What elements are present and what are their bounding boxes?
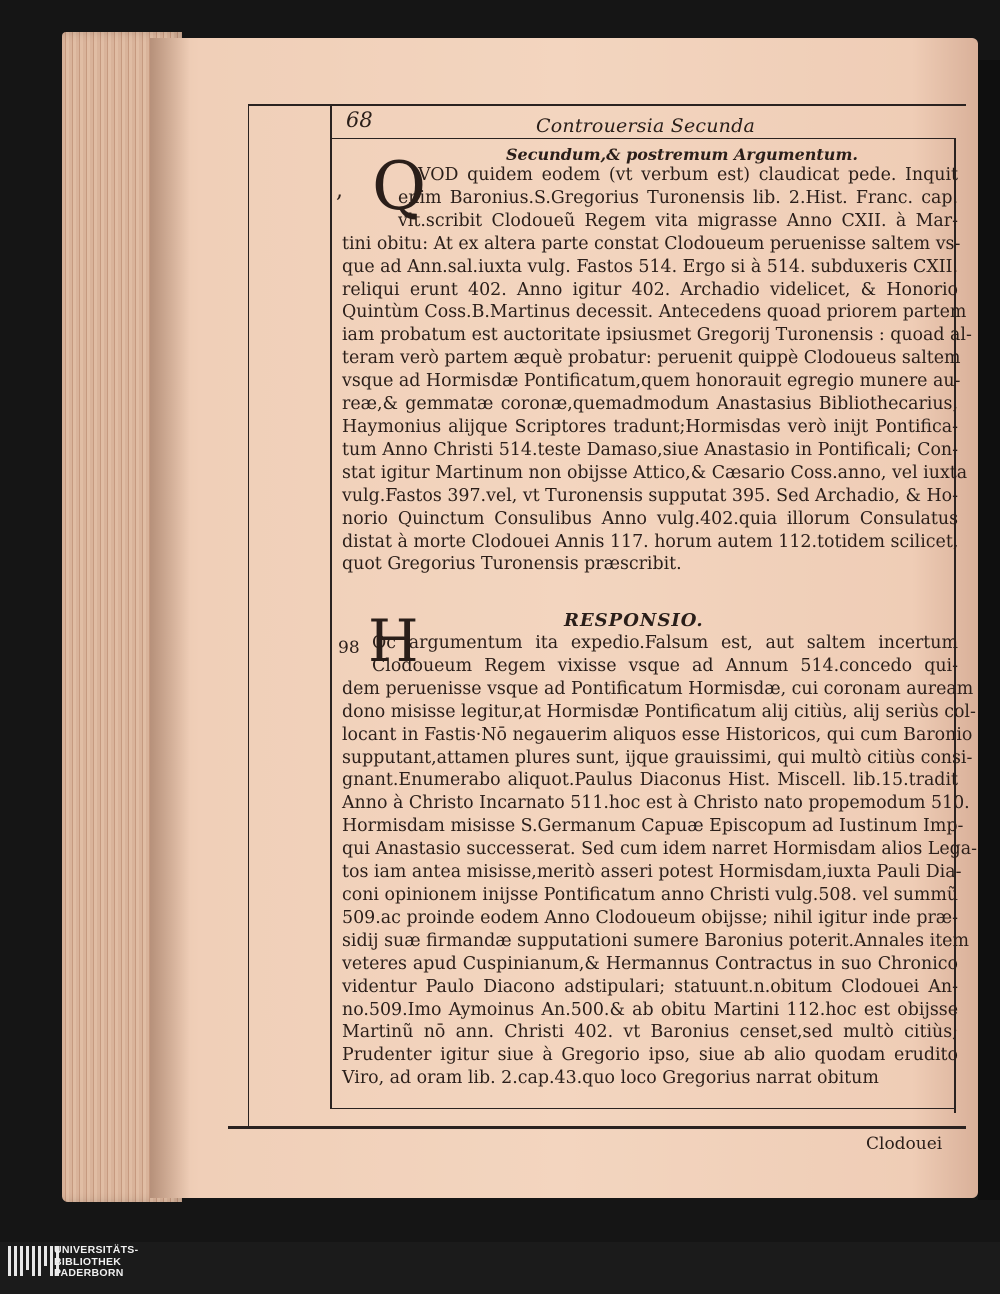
drop-cap-responsio: H — [368, 607, 419, 675]
text-line: Clodoueum Regem vixisse vsque ad Annum 514.concedo qui- — [372, 655, 958, 676]
text-line: supputant,attamen plures sunt, ijque grauissimi, qui multò citiùs consi- — [342, 747, 973, 768]
left-inner-rule — [330, 104, 332, 1108]
spine-shadow — [150, 38, 190, 1198]
text-line: qui Anastasio successerat. Sed cum idem narret Hormisdam alios Lega- — [342, 839, 977, 860]
text-line: reæ,& gemmatæ coronæ,quemadmodum Anastasius Bibliothecarius, — [342, 394, 958, 415]
text-line: reliqui erunt 402. Anno igitur 402. Archadio videlicet, & Honorio — [342, 279, 958, 300]
text-line: quot Gregorius Turonensis præscribit. — [342, 554, 682, 575]
logo-line: UNIVERSITÄTS- — [54, 1244, 139, 1256]
text-line: vlt.scribit Clodoueũ Regem vita migrasse Anno CXII. à Mar- — [398, 210, 958, 231]
library-logo-text — [54, 1245, 138, 1280]
section-title: Secundum,& postremum Argumentum. — [506, 145, 858, 164]
text-line: locant in Fastis·Nō negauerim aliquos esse Historicos, qui cum Baronio — [342, 724, 973, 745]
text-line: gnant.Enumerabo aliquot.Paulus Diaconus Hist. Miscell. lib.15.tradit — [342, 770, 958, 791]
drop-cap-argument: Q — [372, 148, 427, 225]
text-line: vulg.Fastos 397.vel, vt Turonensis supputat 395. Sed Archadio, & Ho- — [342, 485, 958, 506]
text-line: tum Anno Christi 514.teste Damaso,siue Anastasio in Pontificali; Con- — [342, 439, 958, 460]
text-line: Martinũ nō ann. Christi 402. vt Baronius censet,sed multò citiùs; — [342, 1022, 958, 1043]
dark-background-edge — [978, 60, 1000, 1200]
text-line: Haymonius alijque Scriptores tradunt;Hormisdas verò inijt Pontifica- — [342, 416, 958, 437]
text-line: norio Quinctum Consulibus Anno vulg.402.quia illorum Consulatus — [342, 508, 958, 529]
logo-line: BIBLIOTHEK — [54, 1255, 122, 1268]
header-rule — [330, 138, 954, 139]
text-line: dem peruenisse vsque ad Pontificatum Hormisdæ, cui coronam auream — [342, 678, 974, 699]
text-line: veteres apud Cuspinianum,& Hermannus Contractus in suo Chronico — [342, 953, 958, 974]
left-outer-rule — [248, 104, 249, 1128]
text-line: 509.ac proinde eodem Anno Clodoueum obijsse; nihil igitur inde præ- — [342, 907, 958, 928]
text-line: VOD quidem eodem (vt verbum est) claudicat pede. Inquit — [418, 165, 958, 185]
text-bottom-rule — [330, 1108, 954, 1109]
top-rule — [248, 104, 966, 106]
bottom-rule — [228, 1126, 966, 1129]
library-logo-icon — [8, 1246, 59, 1276]
text-line: Anno à Christo Incarnato 511.hoc est à Christo nato propemodum 510. — [342, 793, 970, 814]
argument-text — [342, 164, 972, 576]
text-line: vsque ad Hormisdæ Pontificatum,quem honorauit egregio munere au- — [342, 371, 961, 392]
text-line: Hormisdam misisse S.Germanum Capuæ Episcopum ad Iustinum Imp- — [342, 816, 964, 837]
text-line: Quintùm Coss.B.Martinus decessit. Antecedens quoad priorem partem — [342, 302, 967, 323]
text-line: iam probatum est auctoritate ipsiusmet Gregorij Turonensis : quoad al- — [342, 325, 972, 346]
text-line: tini obitu: At ex altera parte constat Clodoueum peruenisse saltem vs- — [342, 233, 961, 254]
logo-line: PADERBORN — [54, 1267, 124, 1279]
footer-bar — [0, 1242, 1000, 1294]
running-head: Controuersia Secunda — [536, 115, 755, 137]
paragraph-mark: , — [336, 178, 343, 203]
text-line: tos iam antea misisse,meritò asseri potest Hormisdam,iuxta Pauli Dia- — [342, 862, 962, 883]
text-line: Prudenter igitur siue à Gregorio ipso, siue ab alio quodam erudito — [342, 1045, 958, 1066]
margin-number: 98 — [338, 638, 360, 658]
page-number: 68 — [346, 108, 373, 132]
text-line: Viro, ad oram lib. 2.cap.43.quo loco Gregorius narrat obitum — [342, 1068, 879, 1089]
text-line: coni opinionem inijsse Pontificatum anno Christi vulg.508. vel summũ — [342, 884, 959, 905]
responsio-heading: RESPONSIO. — [564, 610, 704, 631]
text-line: teram verò partem æquè probatur: peruenit quippè Clodoueus saltem — [342, 348, 961, 369]
book-page — [150, 38, 978, 1198]
text-line: dono misisse legitur,at Hormisdæ Pontificatum alij citiùs, alij seriùs col- — [342, 701, 976, 722]
responsio-text — [342, 632, 977, 1090]
text-line: videntur Paulo Diacono adstipulari; statuunt.n.obitum Clodouei An- — [342, 976, 958, 997]
text-line: stat igitur Martinum non obijsse Attico,& Cæsario Coss.anno, vel iuxta — [342, 462, 968, 483]
text-line: enim Baronius.S.Gregorius Turonensis lib. 2.Hist. Franc. cap. — [398, 187, 958, 208]
text-line: Oc argumentum ita expedio.Falsum est, aut saltem incertum — [372, 633, 958, 653]
text-line: no.509.Imo Aymoinus An.500.& ab obitu Martini 112.hoc est obijsse — [342, 999, 958, 1020]
text-line: distat à morte Clodouei Annis 117. horum autem 112.totidem scilicet, — [342, 531, 959, 552]
text-line: que ad Ann.sal.iuxta vulg. Fastos 514. Ergo si à 514. subduxeris CXII. — [342, 256, 958, 277]
catchword: Clodouei — [866, 1134, 943, 1154]
text-line: sidij suæ firmandæ supputationi sumere Baronius poterit.Annales item — [342, 930, 969, 951]
